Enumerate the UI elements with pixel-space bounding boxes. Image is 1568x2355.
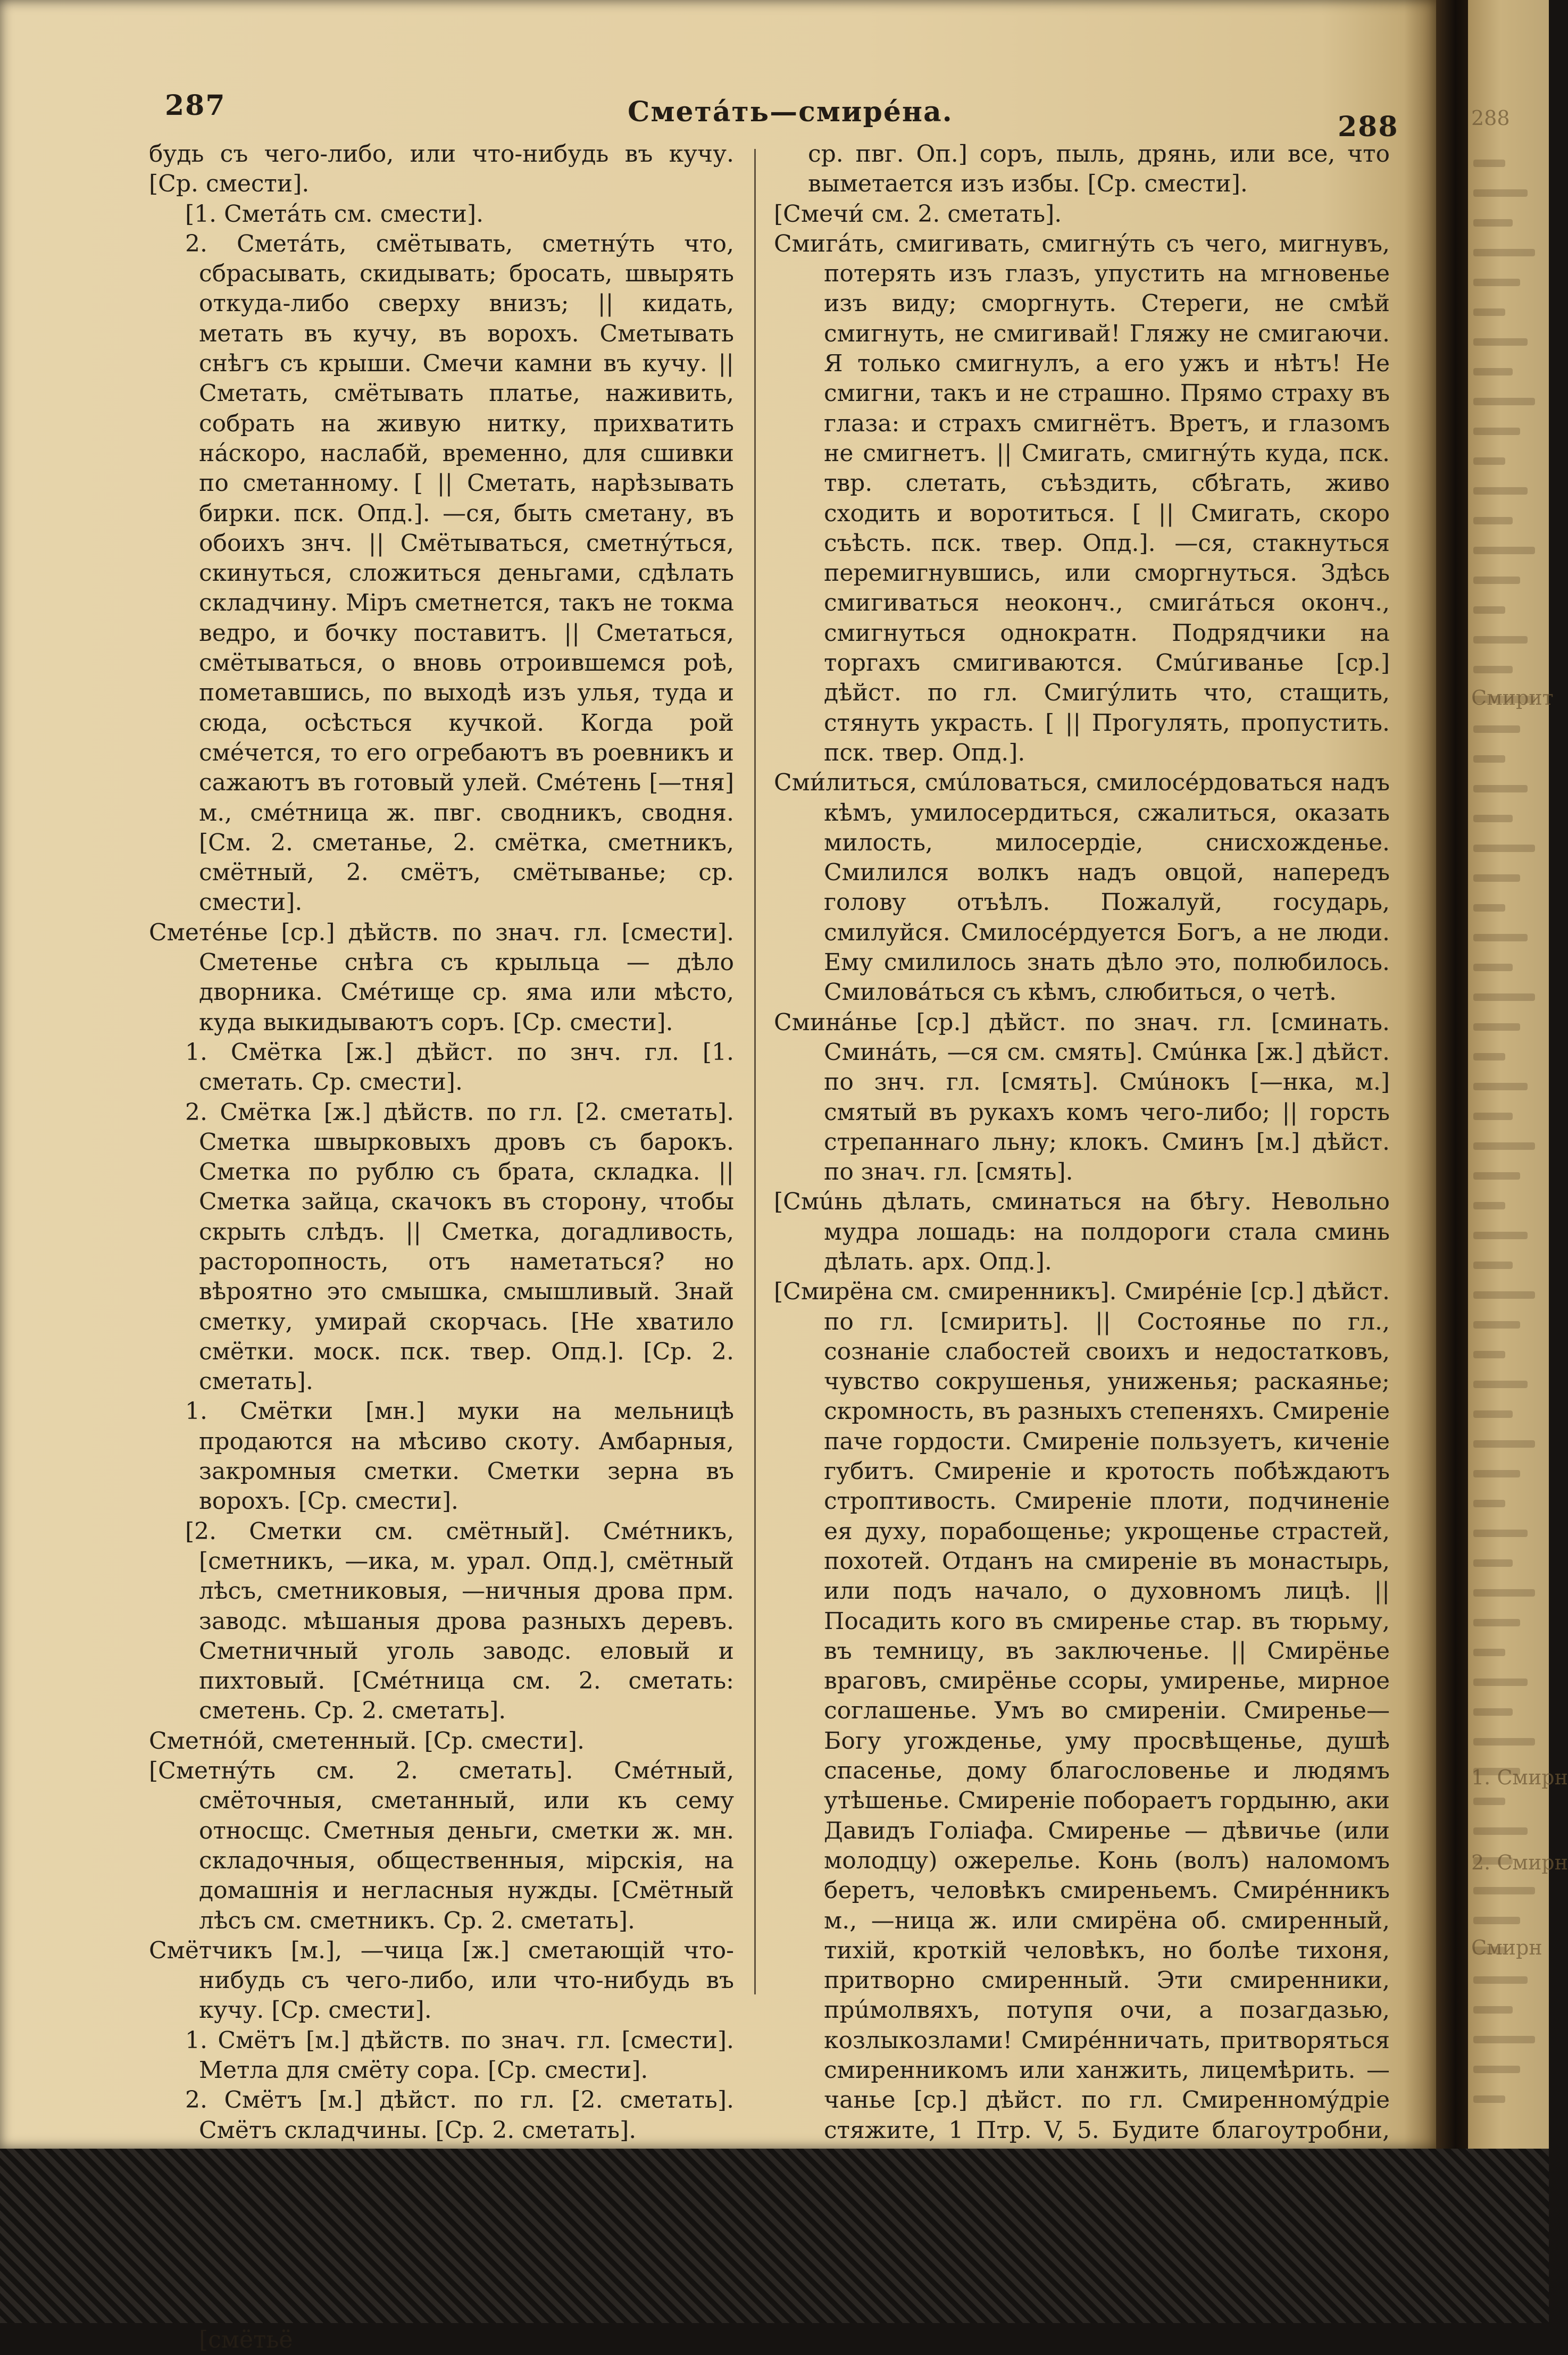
background-cloth bbox=[0, 2149, 1549, 2323]
adjacent-page-line bbox=[1473, 1083, 1528, 1090]
adjacent-page-line bbox=[1473, 279, 1520, 286]
adjacent-page-line bbox=[1473, 1232, 1528, 1239]
right-column bbox=[774, 139, 1390, 2295]
adjacent-page-line bbox=[1473, 845, 1535, 852]
adjacent-page-line bbox=[1473, 1500, 1505, 1507]
adjacent-page-line bbox=[1473, 1649, 1505, 1656]
adjacent-page-line bbox=[1473, 1113, 1513, 1120]
adjacent-page-line bbox=[1473, 874, 1520, 882]
adjacent-page-line bbox=[1473, 964, 1513, 971]
adjacent-page-line bbox=[1473, 2066, 1520, 2073]
adjacent-page-line bbox=[1473, 1530, 1528, 1537]
adjacent-page-line bbox=[1473, 1827, 1528, 1835]
entry-paragraph: Сминáнье [ср.] дѣйст. по знач. гл. [сминать. Сминáть, —ся см. смять]. Смúнка [ж.] дѣйст. по знч. гл. [смять]. Смúнокъ [—нка, м.] смятый въ рукахъ комъ чего-либо; || горсть стрепаннаго льну; клокъ. Сминъ [м.] дѣйст. по знач. гл. [смять]. bbox=[774, 1008, 1390, 1186]
adjacent-page-line bbox=[1473, 368, 1513, 375]
adjacent-page-line bbox=[1473, 1798, 1505, 1805]
adjacent-page-line bbox=[1473, 1202, 1505, 1209]
adjacent-page-line bbox=[1473, 1410, 1513, 1418]
adjacent-page-line bbox=[1473, 2036, 1535, 2043]
adjacent-page-line bbox=[1473, 2095, 1505, 2103]
adjacent-page-line bbox=[1473, 338, 1528, 346]
adjacent-page-line bbox=[1473, 904, 1505, 912]
entry-paragraph: Смигáть, смигивать, смигнýть съ чего, мигнувъ, потерять изъ глазъ, упустить на мгновенье изъ виду; сморгнуть. Стереги, не смѣй смигнуть, не смигивай! Гляжу не смигаючи. Я только смигнулъ, а его ужъ и нѣтъ! Не смигни, такъ и не страшно. Прямо страху въ глаза: и страхъ смигнётъ. Вретъ, и глазомъ не смигнетъ. || Смигать, смигнýть куда, пск. твр. слетать, съѣздить, сбѣгать, живо сходить и воротиться. [ || Смигать, скоро съѣсть. пск. твер. Опд.]. —ся, стакнуться перемигнувшись, или сморгнуться. Здѣсь смигиваться неоконч., смигáться оконч., смигнуться однократн. Подрядчики на торгахъ смигиваются. Смúгиванье [ср.] дѣйст. по гл. Смигýлить что, стащить, стянуть украсть. [ || Прогулять, пропустить. пск. твер. Опд.]. bbox=[774, 230, 1390, 766]
adjacent-page-line bbox=[1473, 725, 1520, 733]
adjacent-page-line bbox=[1473, 1053, 1505, 1060]
column-rule bbox=[754, 149, 756, 1994]
adjacent-page-fragment: Смирит bbox=[1471, 686, 1554, 709]
adjacent-page-line bbox=[1473, 1172, 1520, 1180]
adjacent-page-line bbox=[1473, 1708, 1513, 1716]
page-number-right: 288 bbox=[1338, 111, 1399, 143]
adjacent-page-line bbox=[1473, 785, 1528, 792]
adjacent-page-line bbox=[1473, 189, 1528, 197]
adjacent-page-line bbox=[1473, 457, 1505, 465]
adjacent-page-fragment: 1. Смирн bbox=[1471, 1766, 1568, 1789]
entry-paragraph: ср. пвг. Оп.] соръ, пыль, дрянь, или все, что выметается изъ избы. [Ср. смести]. bbox=[808, 140, 1390, 198]
entry-paragraph: [Смечи́ см. 2. сметать]. bbox=[774, 200, 1062, 228]
adjacent-page-line bbox=[1473, 1619, 1520, 1626]
adjacent-page-line bbox=[1473, 1262, 1513, 1269]
adjacent-page-fragment: 288 bbox=[1471, 106, 1510, 130]
entry-paragraph: [Смúнь дѣлать, сминаться на бѣгу. Невольно мудра лошадь: на полдороги стала сминь дѣлать. арх. Опд.]. bbox=[774, 1188, 1390, 1275]
adjacent-page-line bbox=[1473, 1738, 1535, 1746]
adjacent-page-line bbox=[1473, 1917, 1520, 1924]
entry-paragraph: Сметнóй, сметенный. [Ср. смести]. bbox=[149, 1727, 585, 1755]
adjacent-page-line bbox=[1473, 160, 1505, 167]
adjacent-page-line bbox=[1473, 755, 1505, 763]
adjacent-page-line bbox=[1473, 1381, 1528, 1388]
page-number-left: 287 bbox=[165, 89, 226, 122]
adjacent-page-line bbox=[1473, 1321, 1520, 1329]
adjacent-page-line bbox=[1473, 815, 1513, 822]
entry-paragraph: Сми́литься, смúловаться, смилосéрдоваться надъ кѣмъ, умилосердиться, сжалиться, оказать милость, милосердіе, снисхожденье. Смилился волкъ надъ овцой, напередъ голову отъѣлъ. Пожалуй, государь, смилуйся. Смилосéрдуется Богъ, а не люди. Ему смилилось знать дѣло это, полюбилось. Смиловáться съ кѣмъ, слюбиться, о четѣ. bbox=[774, 769, 1390, 1006]
adjacent-page-line bbox=[1473, 1291, 1535, 1299]
entry-paragraph: Сметéнье [ср.] дѣйств. по знач. гл. [смести]. Сметенье снѣга съ крыльца — дѣло дворника. Смéтище ср. яма или мѣсто, куда выкидываютъ соръ. [Ср. смести]. bbox=[149, 918, 734, 1036]
adjacent-page-line bbox=[1473, 398, 1535, 405]
entry-paragraph: [1. Сметáть см. смести]. bbox=[185, 200, 484, 228]
adjacent-page-line bbox=[1473, 1440, 1535, 1448]
adjacent-page-line bbox=[1473, 606, 1505, 614]
adjacent-page-line bbox=[1473, 1976, 1528, 1984]
running-head: Сметáть—смирéна. bbox=[628, 96, 953, 128]
adjacent-page-line bbox=[1473, 517, 1513, 524]
adjacent-page-line bbox=[1473, 249, 1535, 256]
entry-paragraph: 2. Сметáть, смётывать, сметнýть что, сбрасывать, скидывать; бросать, швырять откуда-либо сверху внизъ; || кидать, метать въ кучу, въ ворохъ. Сметывать снѣгъ съ крыши. Смечи камни въ кучу. || Сметать, смётывать платье, наживить, собрать на живую нитку, прихватить нáскоро, наслабй, временно, для сшивки по сметанному. [ || Сметать, нарѣзывать бирки. пск. Опд.]. —ся, быть сметану, въ обоихъ знч. || Смётываться, сметнýться, скинуться, сложиться деньгами, сдѣлать складчину. Міръ сметнется, такъ не токма ведро, и бочку поставитъ. || Сметаться, смётываться, о вновь отроившемся роѣ, пометавшись, по выходѣ изъ улья, туда и сюда, осѣсться кучкой. Когда рой смéчется, то его огребаютъ въ роевникъ и сажаютъ въ готовый улей. Смéтень [—тня] м., смéтница ж. пвг. сводникъ, сводня. [См. 2. сметанье, 2. смётка, сметникъ, смётный, 2. смётъ, смётыванье; ср. смести]. bbox=[185, 230, 734, 916]
entry-paragraph: 1. Смётка [ж.] дѣйст. по знч. гл. [1. сметать. Ср. смести]. bbox=[185, 1038, 734, 1096]
adjacent-page-line bbox=[1473, 1589, 1535, 1597]
adjacent-page-line bbox=[1473, 1470, 1520, 1477]
adjacent-page-line bbox=[1473, 308, 1505, 316]
adjacent-page-line bbox=[1473, 1023, 1520, 1031]
adjacent-page-line bbox=[1473, 1857, 1513, 1865]
entry-paragraph: 2. Смётка [ж.] дѣйств. по гл. [2. сметать]. Сметка швырковыхъ дровъ съ барокъ. Сметка по рублю съ брата, складка. || Сметка зайца, скачокъ въ сторону, чтобы скрыть слѣдъ. || Сметка, догадливость, расторопность, отъ наметаться? но вѣроятно это смышка, смышливый. Знай сметку, умирай скорчась. [Не хватило смётки. моск. пск. твер. Опд.]. [Ср. 2. сметать]. bbox=[185, 1098, 734, 1396]
entry-paragraph: будь съ чего-либо, или что-нибудь въ кучу. [Ср. смести]. bbox=[149, 140, 734, 198]
adjacent-page-edge bbox=[1468, 0, 1568, 2149]
entry-paragraph: [Смирёна см. смиренникъ]. Смирéніе [ср.] дѣйст. по гл. [смирить]. || Состоянье по гл., сознаніе слабостей своихъ и недостатковъ, чувство сокрушенья, униженья; раскаянье; скромность, въ разныхъ степеняхъ. Смиреніе паче гордости. Смиреніе пользуетъ, киченіе губитъ. Смиреніе и кротость побѣждаютъ строптивость. Смиреніе плоти, подчиненіе ея духу, порабощенье; укрощенье страстей, похотей. Отданъ на смиреніе въ монастырь, или подъ начало, о духовномъ лицѣ. || Посадить кого въ смиренье стар. въ тюрьму, въ темницу, въ заключенье. || Смирёнье враговъ, смирёнье ссоры, умиренье, мирное соглашенье. Умъ во смиреніи. Смиренье—Богу угожденье, уму просвѣщенье, душѣ спасенье, дому благословенье и людямъ утѣшенье. Смиреніе побораетъ гордыню, аки Давидъ Голіафа. Смиренье — дѣвичье (или молодцу) ожерелье. Конь (волъ) наломомъ беретъ, человѣкъ смиреньемъ. Смирéнникъ м., —ница ж. или смирёна об. смиренный, тихій, кроткій человѣкъ, но болѣе тихоня, притворно смиренный. Эти смиренники, прúмолвяхъ, потупя очи, а позагдазью, козлыкозлами! Смирéнничать, притворяться смиренникомъ или ханжить, лицемѣрить. —чанье [ср.] дѣйст. по гл. Смиренномýдріе стяжите, 1 Птр. V, 5. Будите благоутробни, bbox=[774, 1278, 1390, 2144]
entry-paragraph: 2. Смётъ [м.] дѣйст. по гл. [2. сметать]. Смётъ складчины. [Ср. 2. сметать]. bbox=[185, 2086, 734, 2144]
adjacent-page-line bbox=[1473, 1887, 1535, 1894]
adjacent-page-line bbox=[1473, 1351, 1505, 1358]
adjacent-page-line bbox=[1473, 934, 1528, 941]
adjacent-page-line bbox=[1473, 2006, 1513, 2014]
adjacent-page-line bbox=[1473, 1559, 1513, 1567]
adjacent-page-line bbox=[1473, 1142, 1535, 1150]
adjacent-page-line bbox=[1473, 577, 1520, 584]
entry-paragraph: Смётчикъ [м.], —чица [ж.] сметающій что-нибудь съ чего-либо, или что-нибудь въ кучу. [Ср. смести]. bbox=[149, 1936, 734, 2024]
adjacent-page-line bbox=[1473, 1947, 1505, 1954]
entry-paragraph: [Сметнýть см. 2. сметать]. Смéтный, смёточныя, сметанный, или къ сему относщс. Сметныя деньги, сметки ж. мн. складочныя, общественныя, мірскія, на домашнія и негласныя нужды. [Смётный лѣсъ см. сметникъ. Ср. 2. сметать]. bbox=[149, 1757, 734, 1934]
entry-paragraph: [2. Сметки см. смётный]. Смéтникъ, [сметникъ, —ика, м. урал. Опд.], смётный лѣсъ, сметниковыя, —ничныя дрова прм. заводс. мѣшаныя дрова разныхъ деревъ. Сметничный уголь заводс. еловый и пихтовый. [Смéтница см. 2. сметать: сметень. Ср. 2. сметать]. bbox=[185, 1517, 734, 1725]
adjacent-page-line bbox=[1473, 428, 1520, 435]
adjacent-page-line bbox=[1473, 993, 1535, 1001]
adjacent-page-line bbox=[1473, 696, 1535, 703]
entry-paragraph: [смётьё bbox=[199, 2326, 293, 2353]
adjacent-page-line bbox=[1473, 1678, 1528, 1686]
entry-paragraph: 1. Смётъ [м.] дѣйств. по знач. гл. [смести]. Метла для смёту сора. [Ср. смести]. bbox=[185, 2026, 734, 2084]
adjacent-page-line bbox=[1473, 666, 1513, 673]
entry-paragraph: 1. Смётки [мн.] муки на мельницѣ продаются на мѣсиво скоту. Амбарныя, закромныя сметки. Сметки зерна въ ворохъ. [Ср. смести]. bbox=[185, 1398, 734, 1515]
adjacent-page-fragment: 2. Смирн bbox=[1471, 1851, 1568, 1874]
left-column bbox=[149, 139, 734, 2355]
adjacent-page-fragment: Смирн bbox=[1471, 1936, 1542, 1959]
adjacent-page-line bbox=[1473, 487, 1528, 495]
adjacent-page-line bbox=[1473, 1768, 1520, 1775]
adjacent-page-line bbox=[1473, 219, 1513, 227]
adjacent-page-line bbox=[1473, 547, 1535, 554]
adjacent-page-line bbox=[1473, 636, 1528, 644]
